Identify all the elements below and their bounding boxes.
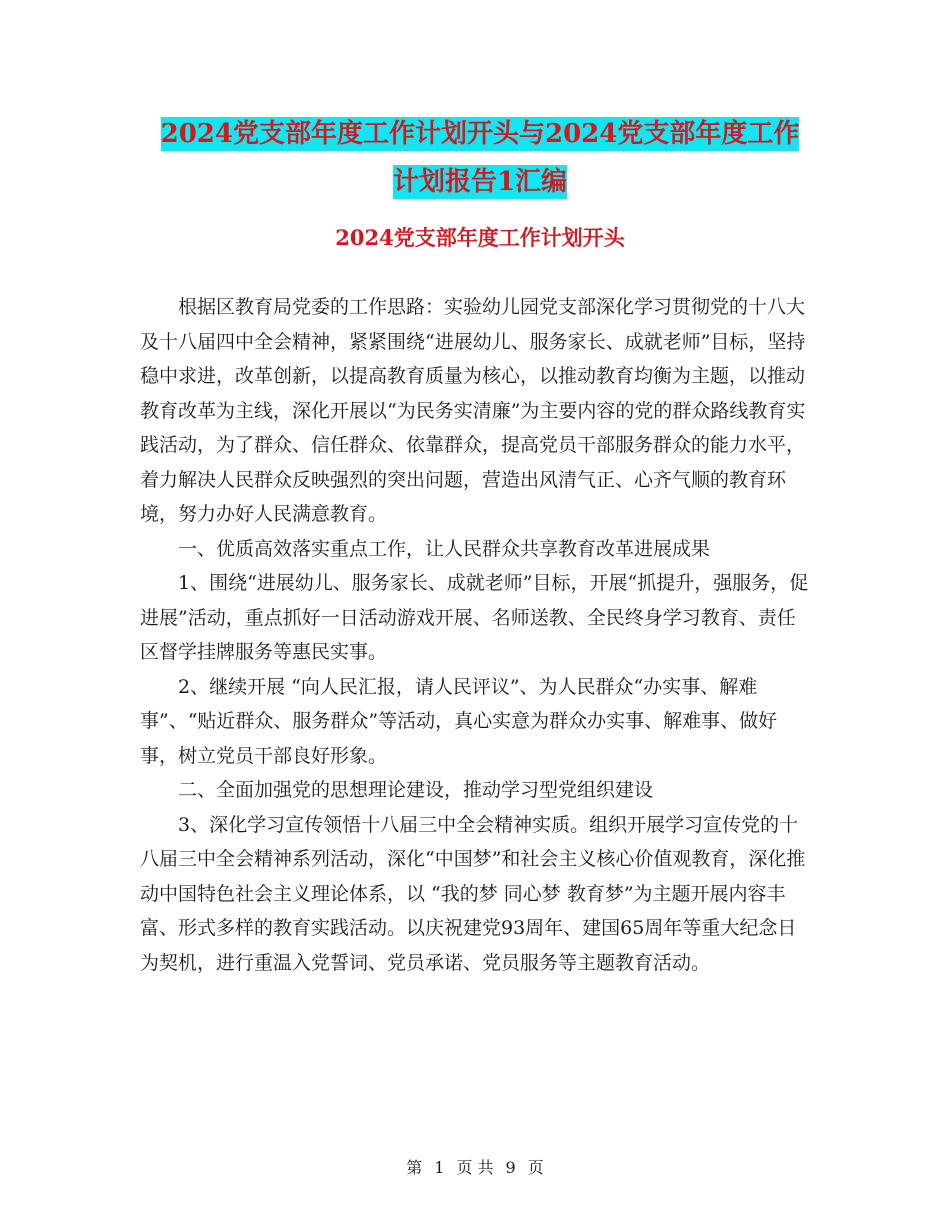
page-number: 1 (434, 1158, 445, 1177)
paragraph: 1、围绕“进展幼儿、服务家长、成就老师”目标，开展“抓提升，强服务，促进展”活动，重点抓好一日活动游戏开展、名师送教、全民终身学习教育、责任区督学挂牌服务等惠民实事。 (140, 572, 809, 663)
title-line-1: 2024党支部年度工作计划开头与2024党支部年度工作 (160, 119, 800, 149)
total-pages: 9 (505, 1158, 516, 1177)
document-title (140, 110, 820, 206)
page-label-mid: 页 共 (456, 1158, 494, 1177)
section-title: 2024党支部年度工作计划开头 (335, 225, 625, 250)
document-body (140, 290, 810, 980)
paragraph: 2、继续开展 “向人民汇报，请人民评议”、为人民群众“办实事、解难事”、“贴近群众、服务群众”等活动，真心实意为群众办实事、解难事、做好事，树立党员干部良好形象。 (140, 675, 778, 767)
title-line-2: 计划报告1汇编 (392, 167, 568, 197)
page-label-prefix: 第 (406, 1158, 423, 1177)
paragraph: 3、深化学习宣传领悟十八届三中全会精神实质。组织开展学习宣传党的十八届三中全会精神系列活动，深化“中国梦”和社会主义核心价值观教育，深化推动中国特色社会主义理论体系，以 “我的梦 同心梦 教育梦”为主题开展内容丰富、形式多样的教育实践活动。以庆祝建党93周年、建国65周年等重大纪念日为契机，进行重温入党誓词、党员承诺、党员服务等主题教育活动。 (140, 813, 806, 974)
page-label-suffix: 页 (527, 1158, 544, 1177)
paragraph: 一、优质高效落实重点工作，让人民群众共享教育改革进展成果 (178, 537, 711, 560)
page-footer (0, 1155, 950, 1178)
paragraph: 二、全面加强党的思想理论建设，推动学习型党组织建设 (178, 779, 654, 801)
paragraph: 根据区教育局党委的工作思路：实验幼儿园党支部深化学习贯彻党的十八大及十八届四中全会精神，紧紧围绕“进展幼儿、服务家长、成就老师”目标，坚持稳中求进，改革创新，以提高教育质量为核心，以推动教育均衡为主题，以推动教育改革为主线，深化开展以“为民务实清廉”为主要内容的党的群众路线教育实践活动，为了群众、信任群众、依靠群众，提高党员干部服务群众的能力水平，着力解决人民群众反映强烈的突出问题，营造出风清气正、心齐气顺的教育环境，努力办好人民满意教育。 (140, 296, 806, 525)
